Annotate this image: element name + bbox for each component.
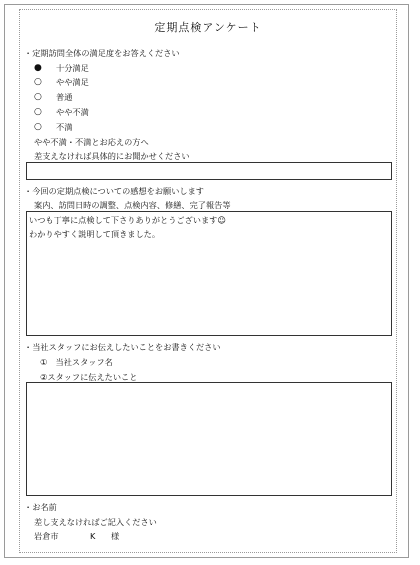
name-initial: K (90, 531, 96, 541)
q3-item-message: ②スタッフに伝えたいこと (40, 372, 138, 382)
q2-subtext: 案内、訪問日時の調整、点検内容、修繕、完了報告等 (34, 200, 231, 210)
radio-icon[interactable]: ○ (34, 122, 42, 132)
q2-answer-line: いつも丁寧に点検して下さりありがとうございます☺ (29, 215, 226, 225)
q1-option-label: やや不満 (56, 107, 89, 117)
q3-message-field[interactable] (26, 382, 392, 496)
page-title: 定期点検アンケート (154, 21, 262, 34)
radio-icon[interactable]: ○ (34, 92, 42, 102)
q1-label: ・定期訪問全体の満足度をお答えください (24, 48, 180, 58)
q2-comment-field[interactable] (26, 211, 392, 336)
q1-followup-text: 差支えなければ具体的にお聞かせください (34, 151, 190, 161)
q3-label: ・当社スタッフにお伝えしたいことをお書きください (24, 342, 221, 352)
name-city: 岩倉市 (34, 531, 59, 541)
radio-icon[interactable]: ○ (34, 77, 42, 87)
name-label: ・お名前 (24, 502, 57, 512)
q1-option-label: 不満 (56, 122, 73, 132)
q1-option-label: 普通 (56, 92, 73, 102)
radio-icon[interactable]: ○ (34, 107, 42, 117)
survey-sheet (4, 4, 409, 558)
q2-label: ・今回の定期点検についての感想をお願いします (24, 186, 204, 196)
q1-option-label: 十分満足 (56, 63, 89, 73)
name-subtext: 差し支えなければご記入ください (34, 517, 157, 527)
q1-option-label: やや満足 (56, 77, 89, 87)
q1-detail-field[interactable] (26, 162, 392, 180)
q3-item-staff-name: ① 当社スタッフ名 (40, 357, 113, 367)
radio-selected-icon[interactable]: ● (34, 63, 42, 73)
q2-answer-line: わかりやすく説明して頂きました。 (29, 229, 161, 239)
q1-followup-text: やや不満・不満とお応えの方へ (34, 137, 149, 147)
name-honorific: 様 (111, 531, 120, 541)
survey-form (19, 9, 397, 553)
